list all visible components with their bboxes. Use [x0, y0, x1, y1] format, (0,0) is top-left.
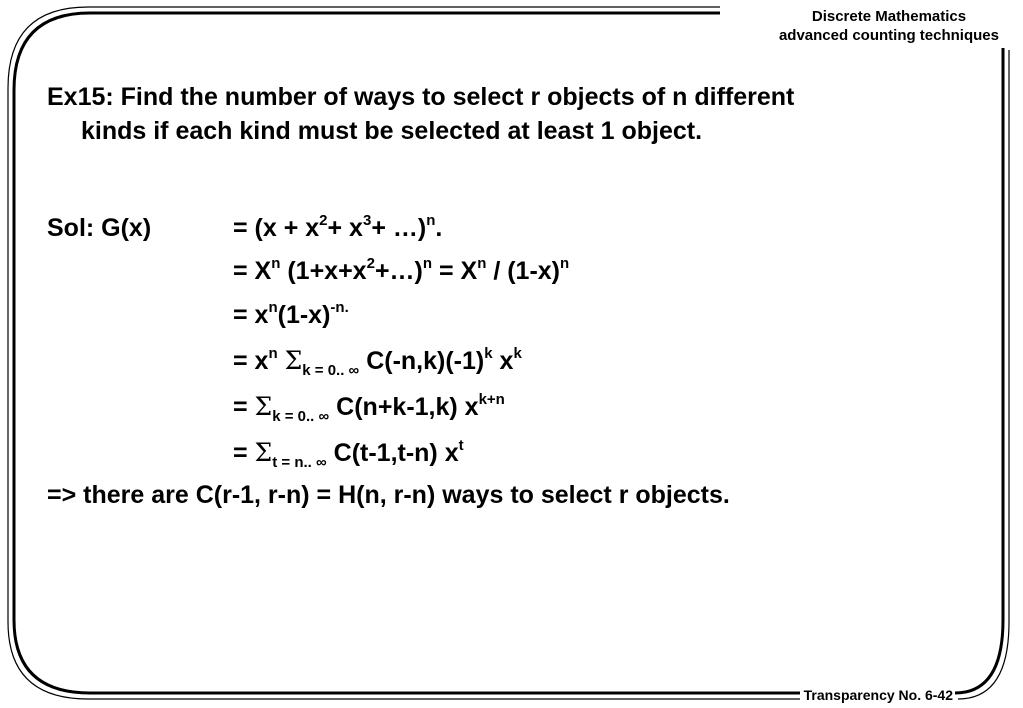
- eq-superscript: k+n: [478, 390, 505, 408]
- eq-superscript: n: [268, 298, 278, 316]
- eq-text: [278, 347, 285, 375]
- eq-text: = x: [233, 301, 269, 329]
- eq-superscript: 2: [319, 211, 328, 229]
- sigma-symbol: Σ: [254, 438, 273, 467]
- eq-text: .: [435, 214, 443, 242]
- eq-superscript: 3: [362, 211, 372, 229]
- eq-superscript: k: [513, 344, 522, 362]
- equation-line-3: [47, 298, 997, 332]
- eq-superscript: n: [560, 254, 570, 272]
- eq-superscript: -n.: [330, 298, 349, 316]
- eq-text: C(t-1,t-n) x: [326, 439, 459, 467]
- sigma-symbol: Σ: [284, 346, 303, 375]
- sigma-symbol: Σ: [254, 392, 273, 421]
- eq-text: / (1-x): [486, 257, 561, 285]
- eq-text: (1+x+x: [280, 257, 367, 285]
- eq-text: = x: [233, 347, 269, 375]
- eq-superscript: k: [484, 344, 493, 362]
- equation-rhs: [233, 344, 522, 378]
- eq-superscript: n: [426, 211, 436, 229]
- equation-rhs: [233, 390, 505, 424]
- problem-statement: [47, 80, 997, 148]
- equation-line-2: [47, 254, 997, 288]
- eq-text: x: [492, 347, 514, 375]
- eq-superscript: t: [458, 436, 464, 454]
- transparency-number: Transparency No. 6-42: [803, 687, 953, 703]
- equation-line-6: [47, 436, 997, 470]
- equation-rhs: [233, 254, 569, 288]
- problem-line-2: kinds if each kind must be selected at least 1 object.: [81, 117, 703, 145]
- eq-superscript: n: [477, 254, 487, 272]
- eq-superscript: 2: [366, 254, 375, 272]
- problem-line-1: Ex15: Find the number of ways to select r objects of n different: [47, 83, 795, 111]
- eq-subscript: k = 0.. ∞: [272, 408, 330, 425]
- eq-text: (1-x): [277, 301, 331, 329]
- course-subtitle: advanced counting techniques: [778, 27, 999, 44]
- eq-text: =: [233, 439, 255, 467]
- eq-text: = (x + x: [233, 214, 320, 242]
- eq-superscript: n: [268, 344, 278, 362]
- eq-text: C(n+k-1,k) x: [329, 393, 479, 421]
- equation-line-1: [47, 211, 997, 245]
- course-header: [779, 7, 999, 45]
- eq-subscript: k = 0.. ∞: [302, 362, 360, 379]
- eq-text: =: [233, 393, 255, 421]
- equation-line-4: [47, 344, 997, 378]
- course-title: Discrete Mathematics: [811, 8, 967, 25]
- eq-text: + x: [327, 214, 363, 242]
- eq-text: = X: [432, 257, 478, 285]
- eq-superscript: n: [422, 254, 433, 272]
- eq-superscript: n: [271, 254, 281, 272]
- eq-text: C(-n,k)(-1): [359, 347, 485, 375]
- eq-subscript: t = n.. ∞: [272, 454, 327, 471]
- equation-rhs: [233, 436, 464, 470]
- conclusion-line: => there are C(r-1, r-n) = H(n, r-n) ways to select r objects.: [47, 481, 730, 509]
- eq-text: +…): [374, 257, 423, 285]
- eq-text: = X: [233, 257, 272, 285]
- equation-rhs: [233, 211, 442, 245]
- equation-line-5: [47, 390, 997, 424]
- equation-rhs: [233, 298, 349, 332]
- solution-label: Sol: G(x): [47, 214, 152, 242]
- eq-text: + …): [371, 214, 427, 242]
